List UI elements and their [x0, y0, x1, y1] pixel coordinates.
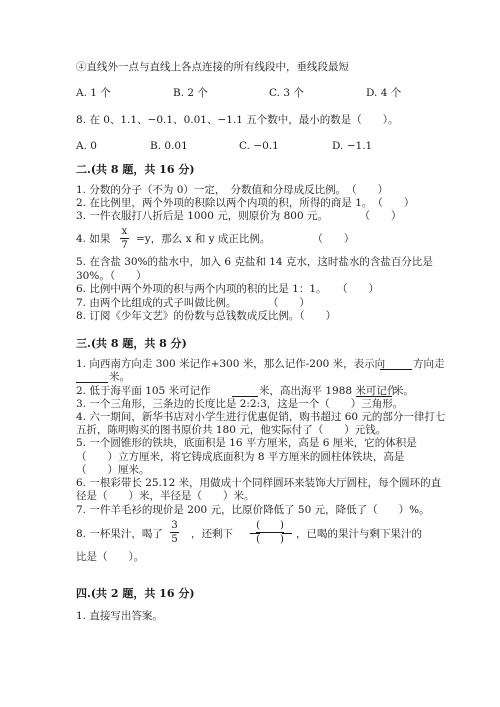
s3-q4-line1: 4. 六一期间，新华书店对小学生进行优惠促销，购书超过 60 元的部分一律打七: [76, 411, 446, 423]
s3-q8-part1: 8. 一杯果汁，喝了: [76, 528, 163, 540]
section-4-title: 四.(共 2 题，共 16 分): [76, 587, 195, 600]
s2-q5-line2: 30%。（ ）: [76, 270, 147, 282]
s3-q5-line2: （ ）立方厘米，将它铸成底面积为 8 平方厘米的圆柱体铁块，高是: [76, 451, 405, 463]
blank-denominator: ( ): [256, 534, 284, 545]
q8-question: 8. 在 0、1.1、−0.1、0.01、−1.1 五个数中，最小的数是（ ）。: [76, 114, 399, 126]
q7-option-b: B. 2 个: [173, 87, 208, 99]
s2-q5-line1: 5. 在含盐 30%的盐水中，加入 6 克盐和 14 克水，这时盐水的含盐百分比是: [76, 256, 433, 268]
s3-q5-line1: 5. 一个圆锥形的铁块，底面积是 16 平方厘米，高是 6 厘米，它的体积是: [76, 437, 417, 449]
s3-q1-suffix: 方向走: [413, 358, 445, 370]
blank-numerator: ( ): [256, 520, 284, 531]
s3-q6-line1: 6. 一根彩带长 25.12 米，用做成十个同样圆环来装饰大厅圆柱，每个圆环的直: [76, 477, 442, 489]
s4-q1: 1. 直接写出答案。: [76, 610, 163, 622]
q7-option-a: A. 1 个: [76, 87, 111, 99]
fraction-bar: [256, 532, 284, 533]
section-2-title: 二.(共 8 题，共 16 分): [76, 163, 195, 176]
s2-q2: 2. 在比例里，两个外项的积除以两个内项的积，所得的商是 1。 （ ）: [76, 197, 415, 209]
s2-q6: 6. 比例中两个外项的积与两个内项的积的比是 1：1。 （ ）: [76, 283, 380, 295]
s2-q4-fraction: [120, 226, 129, 251]
s3-q3: 3. 一个三角形，三条边的长度比是 2:2:3，这是一个（ ）三角形。: [76, 398, 404, 410]
s3-q4-line2: 五折，陈明购买的图书原价共 180 元，他实际付了（ ）元钱。: [76, 424, 387, 436]
s2-q7: 7. 由两个比组成的式子叫做比例。 （ ）: [76, 297, 310, 309]
s3-q8-blank-fraction[interactable]: [256, 520, 284, 545]
s3-q6-line2: 径是（ ）米，半径是（ ）米。: [76, 490, 255, 502]
s3-q1-line2: 米。: [109, 371, 130, 383]
q8-option-b: B. 0.01: [150, 140, 188, 152]
s2-q4-rest: =y，那么 x 和 y 成正比例。 （ ）: [136, 233, 355, 245]
q7-option-c: C. 3 个: [269, 87, 304, 99]
s3-q8-fraction: [170, 520, 179, 545]
fraction-denominator: 7: [121, 240, 128, 251]
fraction-denominator: 5: [171, 534, 178, 545]
fraction-numerator: x: [121, 226, 128, 237]
section-3-title: 三.(共 8 题，共 8 分): [76, 337, 187, 350]
dash-line: [282, 533, 292, 534]
s3-q8-line2: 比是（ ）。: [76, 551, 145, 563]
q8-option-d: D. −1.1: [332, 140, 373, 152]
fraction-bar: [120, 238, 129, 239]
answer-blank[interactable]: [356, 396, 392, 397]
s3-q1-line1: 1. 向西南方向走 300 米记作+300 米，那么记作-200 米，表示向: [76, 358, 386, 370]
fraction-numerator: 3: [171, 520, 178, 531]
s3-q8-part2: ，还剩下: [191, 528, 233, 540]
s2-q3: 3. 一件衣服打八折后是 1000 元，则原价为 800 元。 （ ）: [76, 210, 402, 222]
s3-q2-part1: 2. 低于海平面 105 米可记作: [76, 385, 211, 397]
s2-q1: 1. 分数的分子（不为 0）一定， 分数值和分母成反比例。 （ ）: [76, 184, 389, 196]
s3-q7: 7. 一件羊毛衫的现价是 200 元，比原价降低了 50 元，降低了（ ）%。: [76, 504, 430, 516]
s3-q8-part3: ，已喝的果汁与剩下果汁的: [296, 528, 422, 540]
fraction-bar: [170, 532, 179, 533]
s2-q8: 8. 订阅《少年文艺》的份数与总钱数成反比例。（ ）: [76, 310, 337, 322]
statement-4-line: ④直线外一点与直线上各点连接的所有线段中，垂线段最短: [76, 61, 349, 73]
s3-q5-line3: （ ）厘米。: [76, 464, 150, 476]
answer-blank[interactable]: [232, 396, 258, 397]
answer-blank[interactable]: [76, 382, 108, 383]
q8-option-c: C. −0.1: [239, 140, 279, 152]
answer-blank[interactable]: [380, 369, 412, 370]
s3-q2-part3: 米。: [393, 385, 414, 397]
q8-option-a: A. 0: [76, 140, 97, 152]
s3-q2-part2: 米，高出海平 1988 米可记作: [259, 385, 398, 397]
q7-option-d: D. 4 个: [366, 87, 402, 99]
s2-q4-prefix: 4. 如果: [76, 233, 111, 245]
